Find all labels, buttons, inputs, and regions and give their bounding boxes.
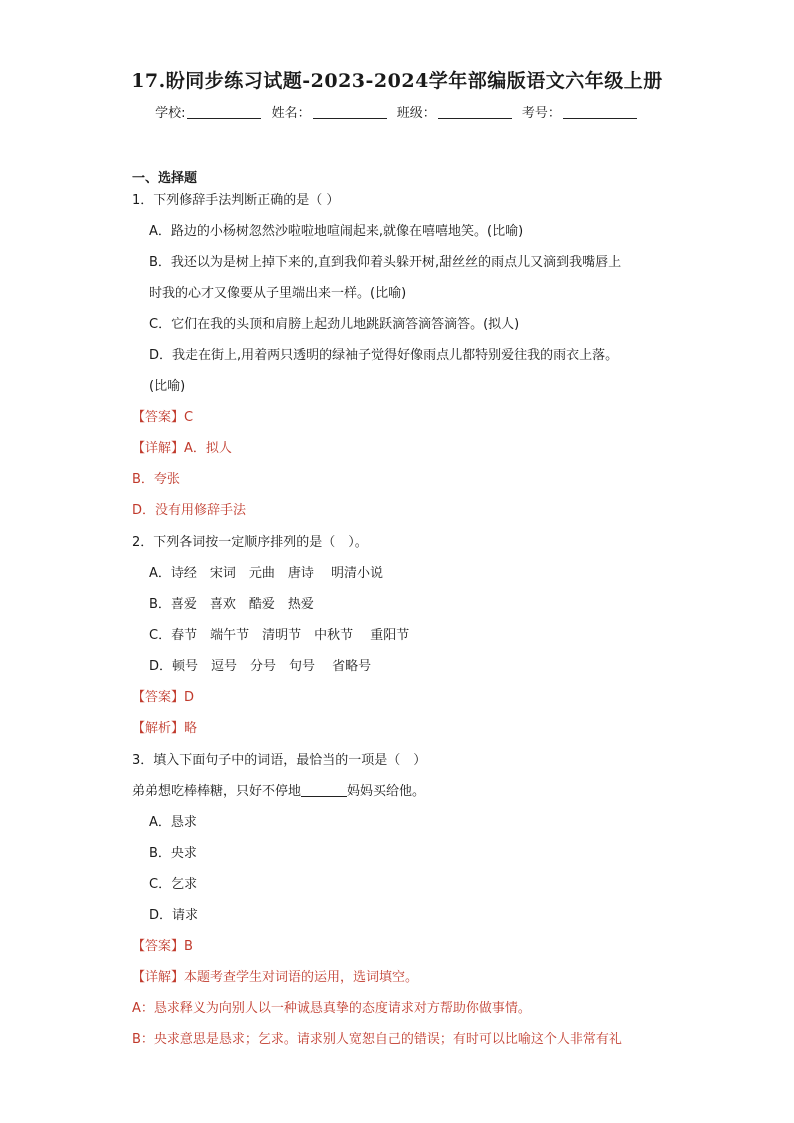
- q3-option-a: A．恳求: [149, 815, 197, 830]
- name-blank[interactable]: [313, 106, 387, 119]
- school-label: 学校:: [155, 106, 186, 121]
- q1-option-a: A．路边的小杨树忽然沙啦啦地喧闹起来,就像在嘻嘻地笑。(比喻): [149, 224, 524, 239]
- q1-option-d: D．我走在街上,用着两只透明的绿袖子觉得好像雨点儿都特别爱往我的雨衣上落。: [149, 348, 619, 363]
- class-label: 班级：: [396, 106, 436, 121]
- q3-explain-b: B：央求意思是恳求；乞求。请求别人宽恕自己的错误；有时可以比喻这个人非常有礼: [132, 1032, 622, 1047]
- page-title: 17.盼同步练习试题-2023-2024学年部编版语文六年级上册: [131, 70, 663, 92]
- q3-explain-a: A：恳求释义为向别人以一种诚恳真挚的态度请求对方帮助你做事情。: [132, 1001, 531, 1016]
- school-blank[interactable]: [187, 106, 261, 119]
- student-info-line: [0, 102, 794, 121]
- name-label: 姓名：: [271, 106, 311, 121]
- q3-stem: 3．填入下面句子中的词语，最恰当的一项是（ ）: [132, 753, 427, 768]
- q2-detail: 【解析】略: [132, 721, 198, 736]
- q1-explain-d: D．没有用修辞手法: [132, 503, 247, 518]
- q2-option-a: A．诗经 宋词 元曲 唐诗 明清小说: [149, 566, 384, 581]
- q3-option-d: D．请求: [149, 908, 199, 923]
- q1-answer: 【答案】C: [132, 410, 194, 425]
- q3-option-b: B．央求: [149, 846, 197, 861]
- q1-stem: 1．下列修辞手法判断正确的是（ ）: [132, 193, 340, 208]
- q3-sentence-post: 妈妈买给他。: [347, 784, 426, 799]
- q2-answer: 【答案】D: [132, 690, 195, 705]
- section-heading: 一、选择题: [132, 171, 198, 186]
- q3-option-c: C．乞求: [149, 877, 198, 892]
- q1-explain-b: B．夸张: [132, 472, 180, 487]
- q3-fill-blank[interactable]: [301, 784, 347, 797]
- q3-answer: 【答案】B: [132, 939, 193, 954]
- q3-detail: 【详解】本题考查学生对词语的运用，选词填空。: [132, 970, 419, 985]
- q2-option-d: D．顿号 逗号 分号 句号 省略号: [149, 659, 372, 674]
- q1-detail: 【详解】A．拟人: [132, 441, 232, 456]
- q2-stem: 2．下列各词按一定顺序排列的是（ ）。: [132, 535, 368, 550]
- q3-sentence: [132, 783, 425, 801]
- q3-sentence-pre: 弟弟想吃棒棒糖，只好不停地: [132, 784, 302, 799]
- q2-option-b: B．喜爱 喜欢 酷爱 热爱: [149, 597, 314, 612]
- q1-option-b-cont: 时我的心才又像要从子里端出来一样。(比喻): [149, 286, 407, 301]
- q1-option-d-cont: (比喻): [149, 379, 186, 394]
- q1-option-b: B．我还以为是树上掉下来的,直到我仰着头躲开树,甜丝丝的雨点儿又滴到我嘴唇上: [149, 255, 622, 270]
- class-blank[interactable]: [438, 106, 512, 119]
- number-label: 考号：: [521, 106, 561, 121]
- q2-option-c: C．春节 端午节 清明节 中秋节 重阳节: [149, 628, 410, 643]
- number-blank[interactable]: [563, 106, 637, 119]
- q1-option-c: C．它们在我的头顶和肩膀上起劲儿地跳跃滴答滴答滴答。(拟人): [149, 317, 520, 332]
